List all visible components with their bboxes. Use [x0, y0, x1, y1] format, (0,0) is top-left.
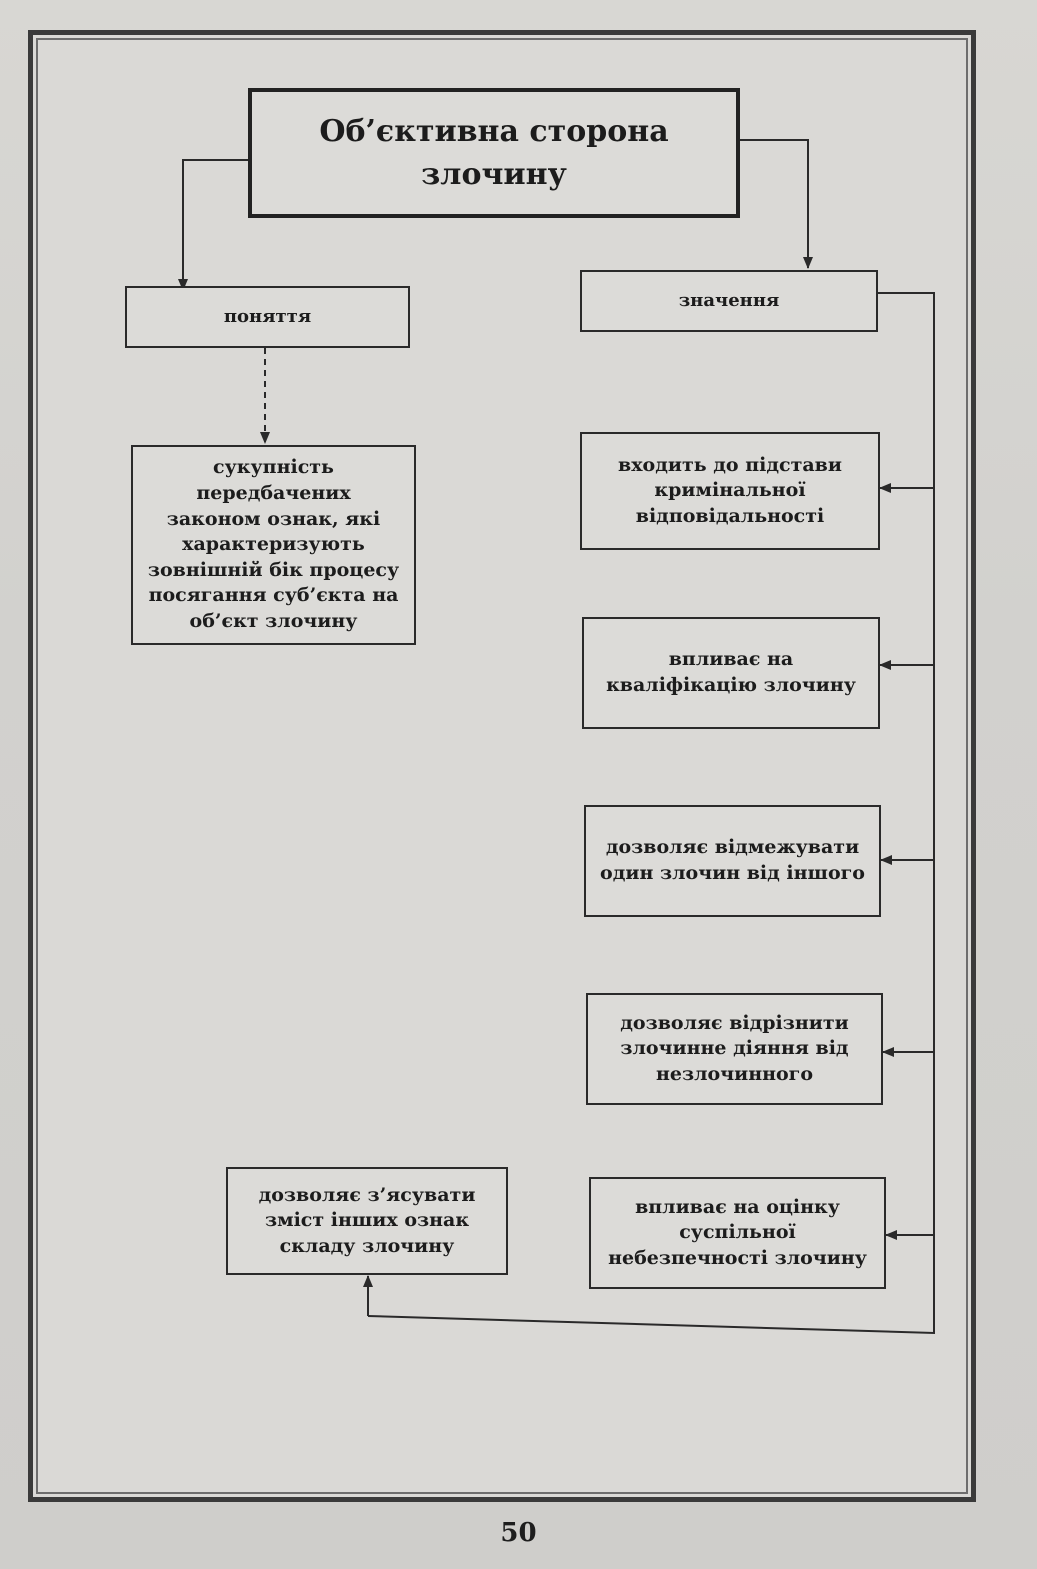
page-number: 50: [500, 1518, 537, 1548]
meaning-item-box: [226, 1167, 508, 1275]
meaning-item-text: дозволяє з’ясувати зміст інших ознак складу злочину: [258, 1183, 476, 1257]
meaning-item-box: [589, 1177, 886, 1289]
arrow-title-to-meaning: [738, 140, 808, 268]
concept-heading-box: [125, 286, 410, 348]
meaning-item-box: [582, 617, 880, 729]
meaning-item-text: впливає на оцінку суспільної небезпечності злочину: [608, 1195, 867, 1269]
concept-definition-box: [131, 445, 416, 645]
meaning-heading: значення: [678, 289, 780, 311]
diagram-title-text: Об’єктивна сторона злочину: [319, 113, 669, 192]
meaning-heading-box: [580, 270, 878, 332]
concept-heading: поняття: [223, 305, 312, 327]
meaning-item-box: [580, 432, 880, 550]
arrow-title-to-concept: [183, 160, 248, 290]
meaning-item-text: входить до підстави кримінальної відповідальності: [618, 453, 842, 527]
meaning-item-text: дозволяє відрізнити злочинне діяння від незлочинного: [620, 1011, 849, 1085]
meaning-item-box: [584, 805, 881, 917]
meaning-item-box: [586, 993, 883, 1105]
meaning-item-text: дозволяє відмежувати один злочин від іншого: [600, 836, 865, 884]
meaning-item-text: впливає на кваліфікацію злочину: [606, 648, 856, 696]
diagram-title: [248, 88, 740, 218]
concept-definition-text: сукупність передбачених законом ознак, які характеризують зовнішній бік процесу посягання суб’єкта на об’єкт злочину: [147, 456, 400, 633]
